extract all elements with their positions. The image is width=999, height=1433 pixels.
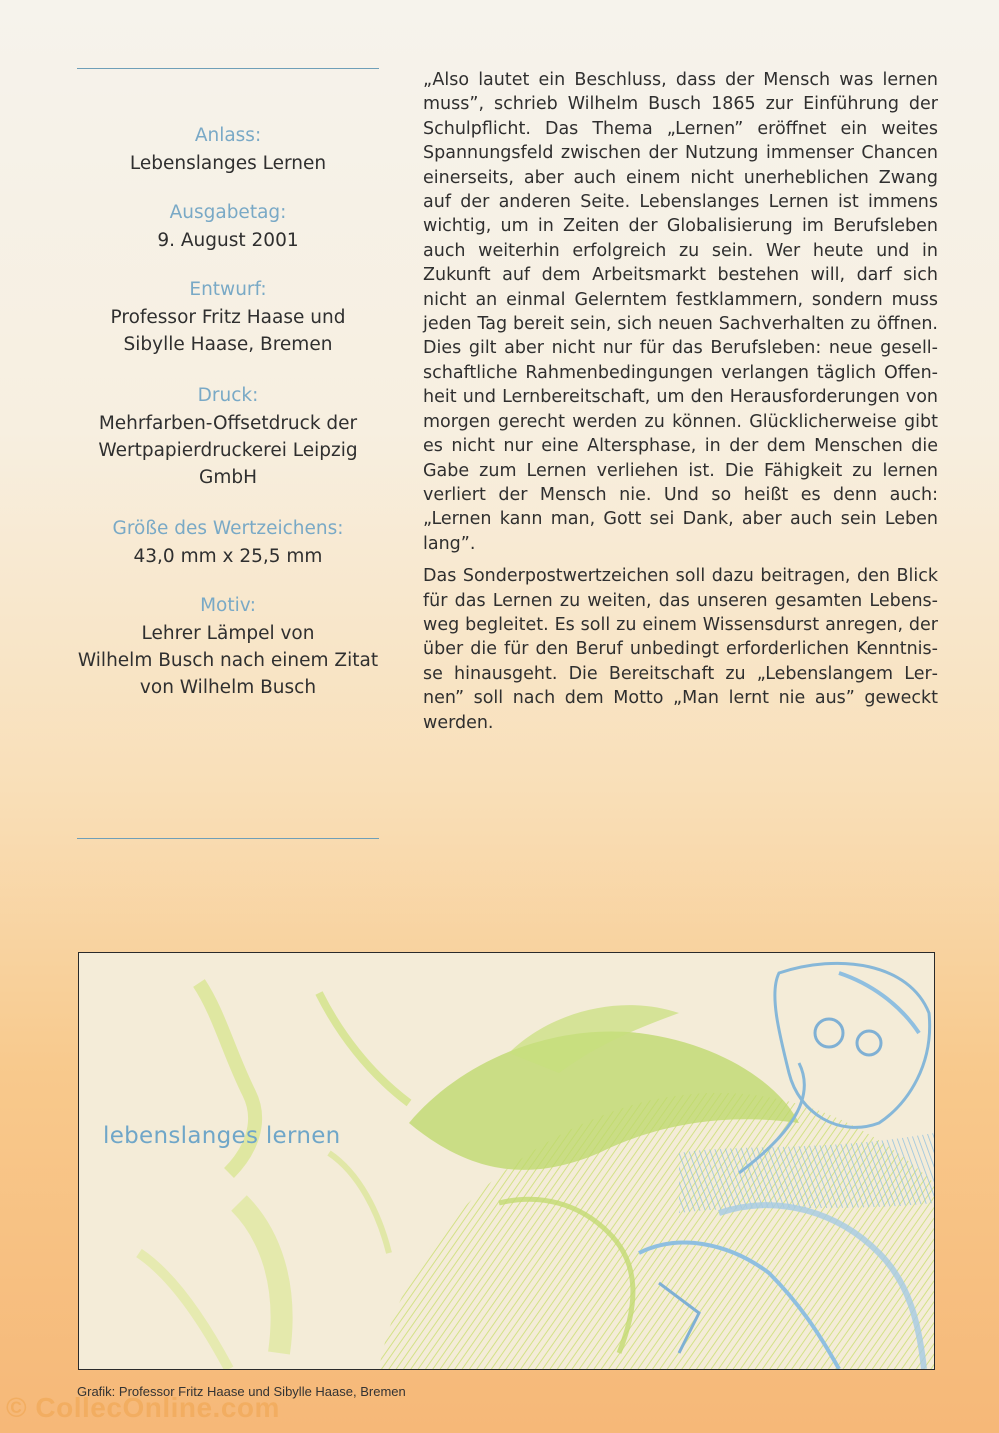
field-label: Entwurf:	[189, 279, 267, 300]
field-anlass	[77, 122, 379, 177]
field-value: Lebenslanges Lernen	[129, 153, 327, 174]
article-paragraph: „Also lautet ein Beschluss, dass der Mensch was lernen muss”, schrieb Wilhelm Busch 1865 zur Einführung der Schulpflicht. Das Thema „Lernen” eröffnet ein weites Spannungsfeld zwischen der Nutzung immenser Chancen einerseits, aber auch einem nicht unerheblichen Zwang auf der anderen Seite. Lebenslanges Lernen ist immens wichtig, um in Zeiten der Globalisierung im Berufsleben auch weiterhin erfolgreich zu sein. Wer heute und in Zukunft auf dem Arbeitsmarkt bestehen will, darf sich nicht an einmal Gelerntem festklammern, sondern muss jeden Tag bereit sein, sich neuen Sachverhalten zu öffnen. Dies gilt aber nicht nur für das Berufsleben: neue gesellschaftliche Rahmenbedingungen verlangen täglich Offenheit und Lernbereitschaft, um den Herausforderungen von morgen gerecht werden zu können. Glücklicherweise gibt es nicht nur eine Altersphase, in der dem Menschen die Gabe zum Lernen verliehen ist. Die Fähigkeit zu lernen verliert der Mensch nie. Und so heißt es denn auch: „Lernen kann man, Gott sei Dank, aber auch sein Leben lang”.	[423, 70, 938, 554]
stamp-illustration	[78, 952, 935, 1370]
field-groesse	[77, 515, 379, 570]
field-value: Professor Fritz Haase und Sibylle Haase, Bremen	[110, 307, 346, 355]
field-label: Ausgabetag:	[169, 202, 287, 223]
illustration-title: lebenslanges lernen	[103, 1123, 341, 1149]
article-text	[423, 68, 938, 743]
field-label: Anlass:	[194, 125, 262, 146]
field-value: 9. August 2001	[157, 230, 299, 251]
field-value: Lehrer Lämpel von Wilhelm Busch nach einem Zitat von Wilhelm Busch	[77, 623, 379, 698]
stamp-details	[77, 122, 379, 723]
field-value: 43,0 mm x 25,5 mm	[133, 546, 323, 567]
field-entwurf	[77, 276, 379, 358]
top-divider	[77, 68, 379, 69]
lampel-sketch-graphic	[79, 953, 934, 1369]
field-label: Druck:	[197, 385, 259, 406]
article-paragraph: Das Sonderpostwertzeichen soll dazu beitragen, den Blick für das Lernen zu weiten, das unseren gesamten Lebensweg begleitet. Es soll zu einem Wissensdurst anregen, der über die für den Beruf unbedingt erforderlichen Kenntnisse hinausgeht. Die Bereitschaft zu „Lebenslangem Lernen” soll nach dem Motto „Man lernt nie aus” geweckt werden.	[423, 566, 938, 733]
field-motiv	[77, 592, 379, 701]
field-value: Mehrfarben-Offsetdruck der Wertpapierdruckerei Leipzig GmbH	[98, 413, 358, 488]
watermark: © CollecOnline.com	[6, 1392, 280, 1423]
field-druck	[77, 382, 379, 491]
illustration-caption: Grafik: Professor Fritz Haase und Sibylle Haase, Bremen	[77, 1384, 406, 1399]
field-label: Größe des Wertzeichens:	[112, 518, 344, 539]
field-ausgabetag	[77, 199, 379, 254]
bottom-divider	[77, 838, 379, 839]
field-label: Motiv:	[200, 595, 256, 616]
